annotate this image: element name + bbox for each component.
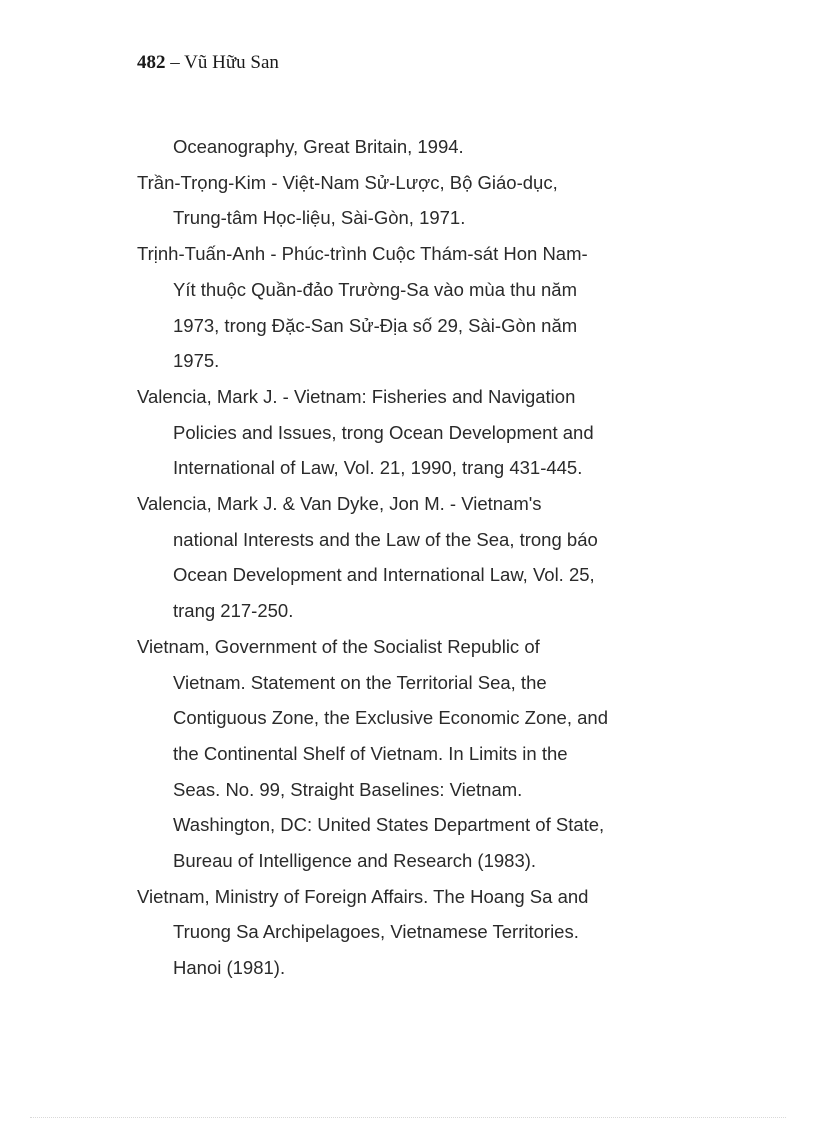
entry-line: Vietnam, Ministry of Foreign Affairs. The Hoang Sa and	[137, 885, 589, 907]
running-header	[137, 52, 279, 74]
entry-line: Trịnh-Tuấn-Anh - Phúc-trình Cuộc Thám-sát Hon Nam-	[137, 243, 588, 265]
entry-line: trang 217-250.	[173, 600, 294, 622]
entry-line: national Interests and the Law of the Sea, trong báo	[173, 528, 598, 550]
entry-line: Hanoi (1981).	[173, 957, 286, 979]
entry-line: the Continental Shelf of Vietnam. In Limits in the	[173, 742, 568, 764]
bibliography-entry	[137, 236, 697, 379]
header-separator: –	[165, 52, 185, 73]
entry-line: Policies and Issues, trong Ocean Development and	[173, 421, 594, 443]
entry-line: Washington, DC: United States Department of State,	[173, 814, 605, 836]
bibliography-list	[137, 129, 697, 986]
entry-line: Yít thuộc Quần-đảo Trường-Sa vào mùa thu năm	[173, 278, 577, 300]
page-number: 482	[137, 52, 166, 73]
entry-line: Truong Sa Archipelagoes, Vietnamese Territories.	[173, 921, 579, 943]
entry-line: Ocean Development and International Law, Vol. 25,	[173, 564, 595, 586]
entry-line: 1973, trong Đặc-San Sử-Địa số 29, Sài-Gòn năm	[173, 314, 578, 336]
bibliography-entry	[137, 879, 697, 986]
entry-line: Trung-tâm Học-liệu, Sài-Gòn, 1971.	[173, 207, 466, 229]
bibliography-entry	[137, 629, 697, 879]
bibliography-entry	[137, 165, 697, 236]
entry-line: Valencia, Mark J. & Van Dyke, Jon M. - Vietnam's	[137, 493, 542, 515]
entry-line: Vietnam. Statement on the Territorial Sea, the	[173, 671, 547, 693]
entry-line: Contiguous Zone, the Exclusive Economic Zone, and	[173, 707, 608, 729]
page-bottom-divider	[30, 1117, 786, 1118]
bibliography-entry	[137, 379, 697, 486]
entry-line: International of Law, Vol. 21, 1990, trang 431-445.	[173, 457, 583, 479]
entry-line: Oceanography, Great Britain, 1994.	[173, 136, 464, 157]
entry-line: 1975.	[173, 350, 220, 372]
entry-line: Vietnam, Government of the Socialist Republic of	[137, 635, 540, 657]
entry-line: Trần-Trọng-Kim - Việt-Nam Sử-Lược, Bộ Giáo-dục,	[137, 171, 558, 193]
entry-line: Seas. No. 99, Straight Baselines: Vietnam.	[173, 778, 523, 800]
bibliography-entry	[137, 486, 697, 629]
entry-line: Bureau of Intelligence and Research (1983).	[173, 850, 537, 872]
header-author: Vũ Hữu San	[184, 52, 279, 73]
bibliography-entry	[137, 129, 697, 165]
entry-line: Valencia, Mark J. - Vietnam: Fisheries and Navigation	[137, 385, 576, 407]
